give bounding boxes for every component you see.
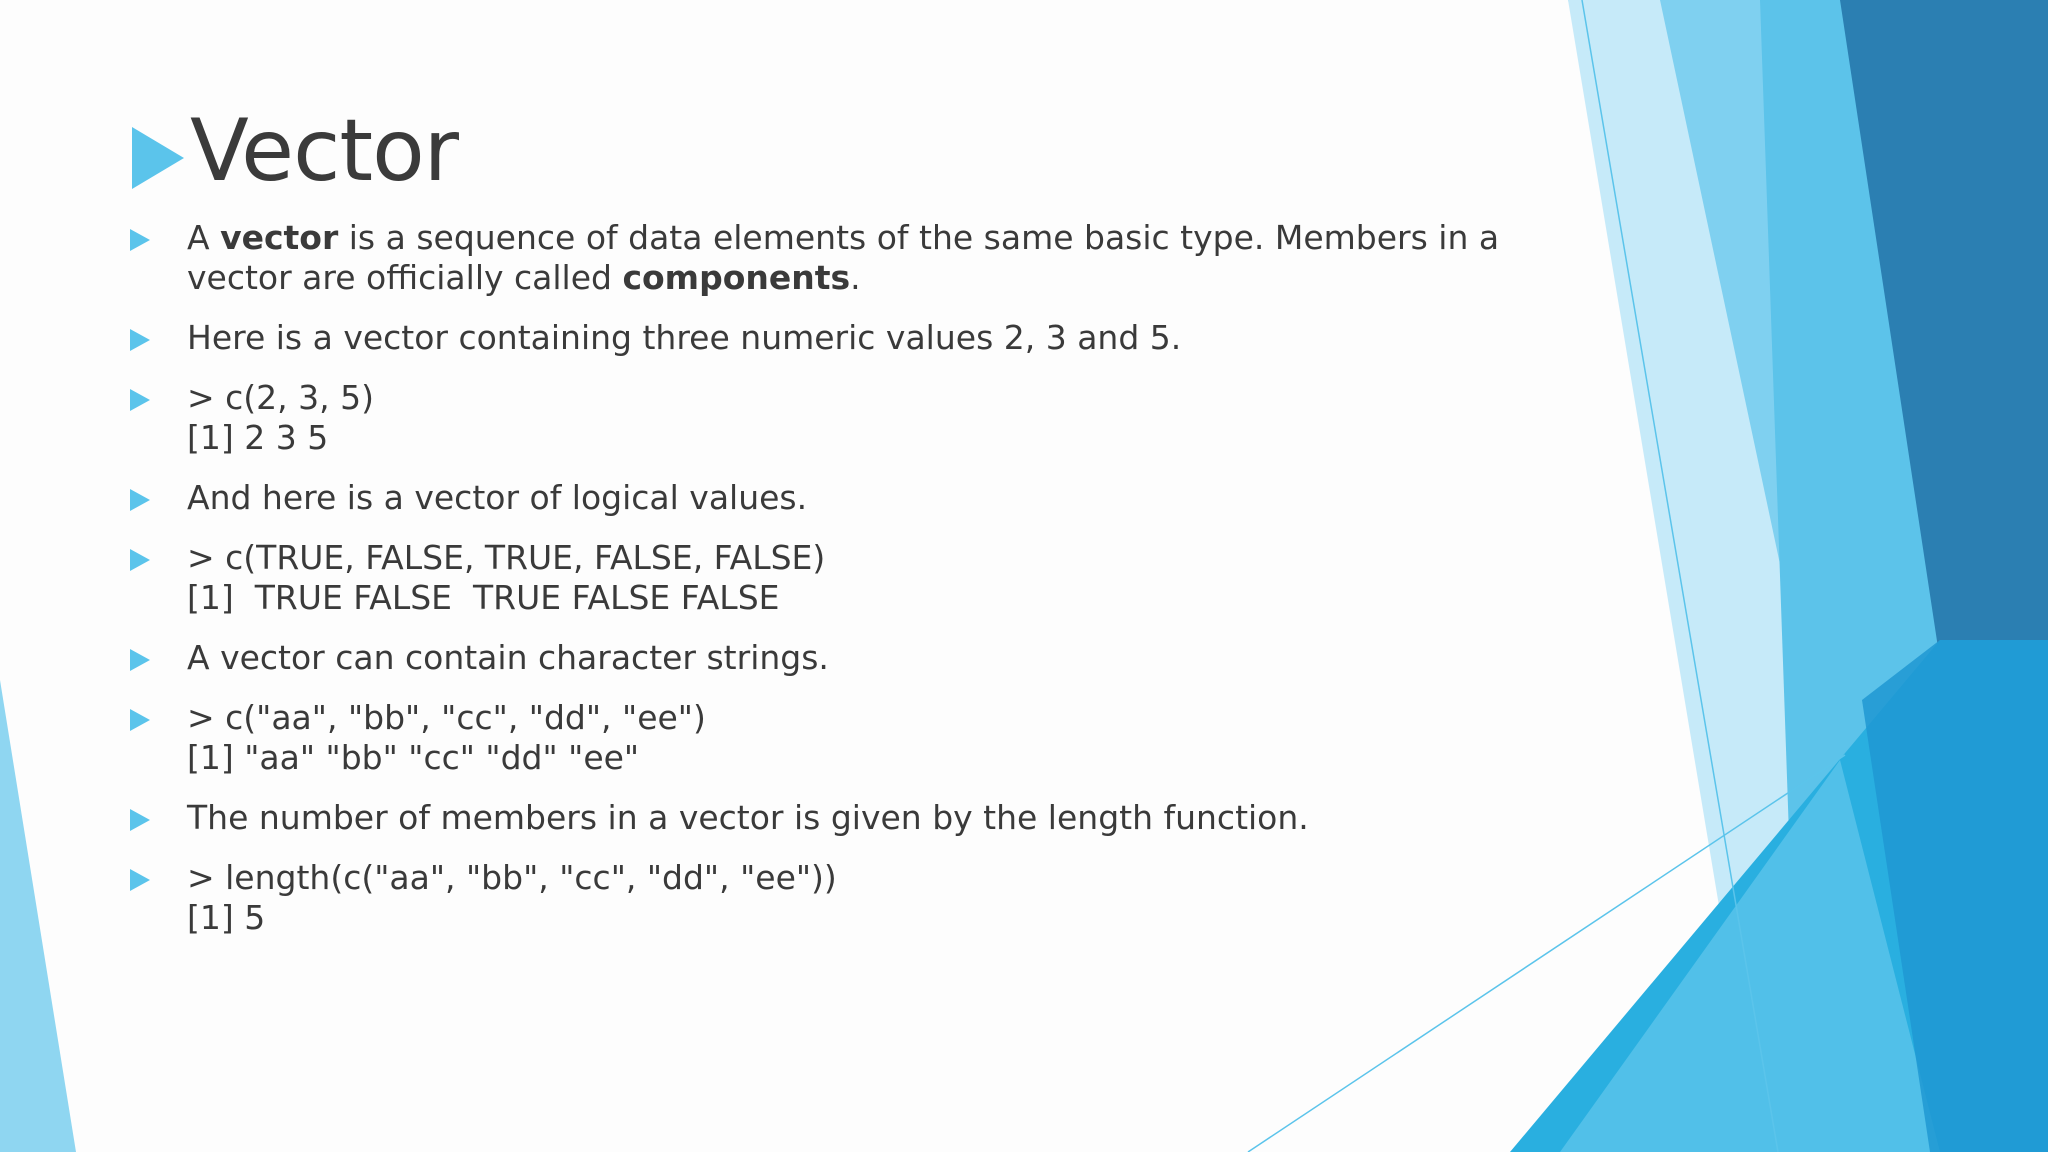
text-run: vector are officially called [187,258,623,297]
bullet-arrow-icon [130,869,150,891]
bullet-item [130,538,1490,618]
bullet-line [187,218,1499,258]
bullet-arrow-icon [130,649,150,671]
bullet-item [130,378,1490,458]
bullet-text [187,638,829,678]
bullet-arrow-icon [130,809,150,831]
output-line: [1] "aa" "bb" "cc" "dd" "ee" [187,738,640,777]
bullet-line: And here is a vector of logical values. [187,478,808,517]
left-sliver-shape [0,680,76,1152]
bullet-item [130,698,1490,778]
output-line: [1] 2 3 5 [187,418,329,457]
bullet-item [130,798,1490,838]
bullet-text [187,858,837,938]
bullet-line [187,258,1499,298]
bullet-text [187,538,825,618]
code-line: > c(TRUE, FALSE, TRUE, FALSE, FALSE) [187,538,826,577]
bullet-arrow-icon [130,329,150,351]
text-run: . [850,258,861,297]
bullet-line: Here is a vector containing three numeric values 2, 3 and 5. [187,318,1182,357]
bullet-line: A vector can contain character strings. [187,638,829,677]
output-line: [1] 5 [187,898,266,937]
bullet-item [130,478,1490,518]
bullet-list [130,218,1500,958]
bullet-item [130,318,1490,358]
code-line: > c("aa", "bb", "cc", "dd", "ee") [187,698,706,737]
bullet-line: The number of members in a vector is given by the length function. [187,798,1309,837]
bullet-arrow-icon [130,489,150,511]
bullet-item [130,858,1490,938]
bullet-item [130,638,1490,678]
bullet-text [187,378,374,458]
bullet-arrow-icon [130,389,150,411]
bullet-text [187,478,807,518]
output-line: [1] TRUE FALSE TRUE FALSE FALSE [187,578,780,617]
text-run: is a sequence of data elements of the same basic type. Members in a [338,218,1500,257]
title-row [132,96,458,206]
bullet-arrow-icon [130,229,150,251]
bullet-text [187,698,706,778]
bullet-arrow-icon [130,709,150,731]
code-line: > length(c("aa", "bb", "cc", "dd", "ee")) [187,858,837,897]
bullet-text [187,218,1499,298]
title-arrow-icon [132,127,184,189]
code-line: > c(2, 3, 5) [187,378,374,417]
bullet-arrow-icon [130,549,150,571]
bullet-item [130,218,1500,298]
bullet-text [187,798,1309,838]
slide-title: Vector [190,101,459,201]
text-run: A [187,218,221,257]
bullet-text [187,318,1181,358]
bold-term-vector: vector [220,218,339,257]
bold-term-components: components [622,258,851,297]
